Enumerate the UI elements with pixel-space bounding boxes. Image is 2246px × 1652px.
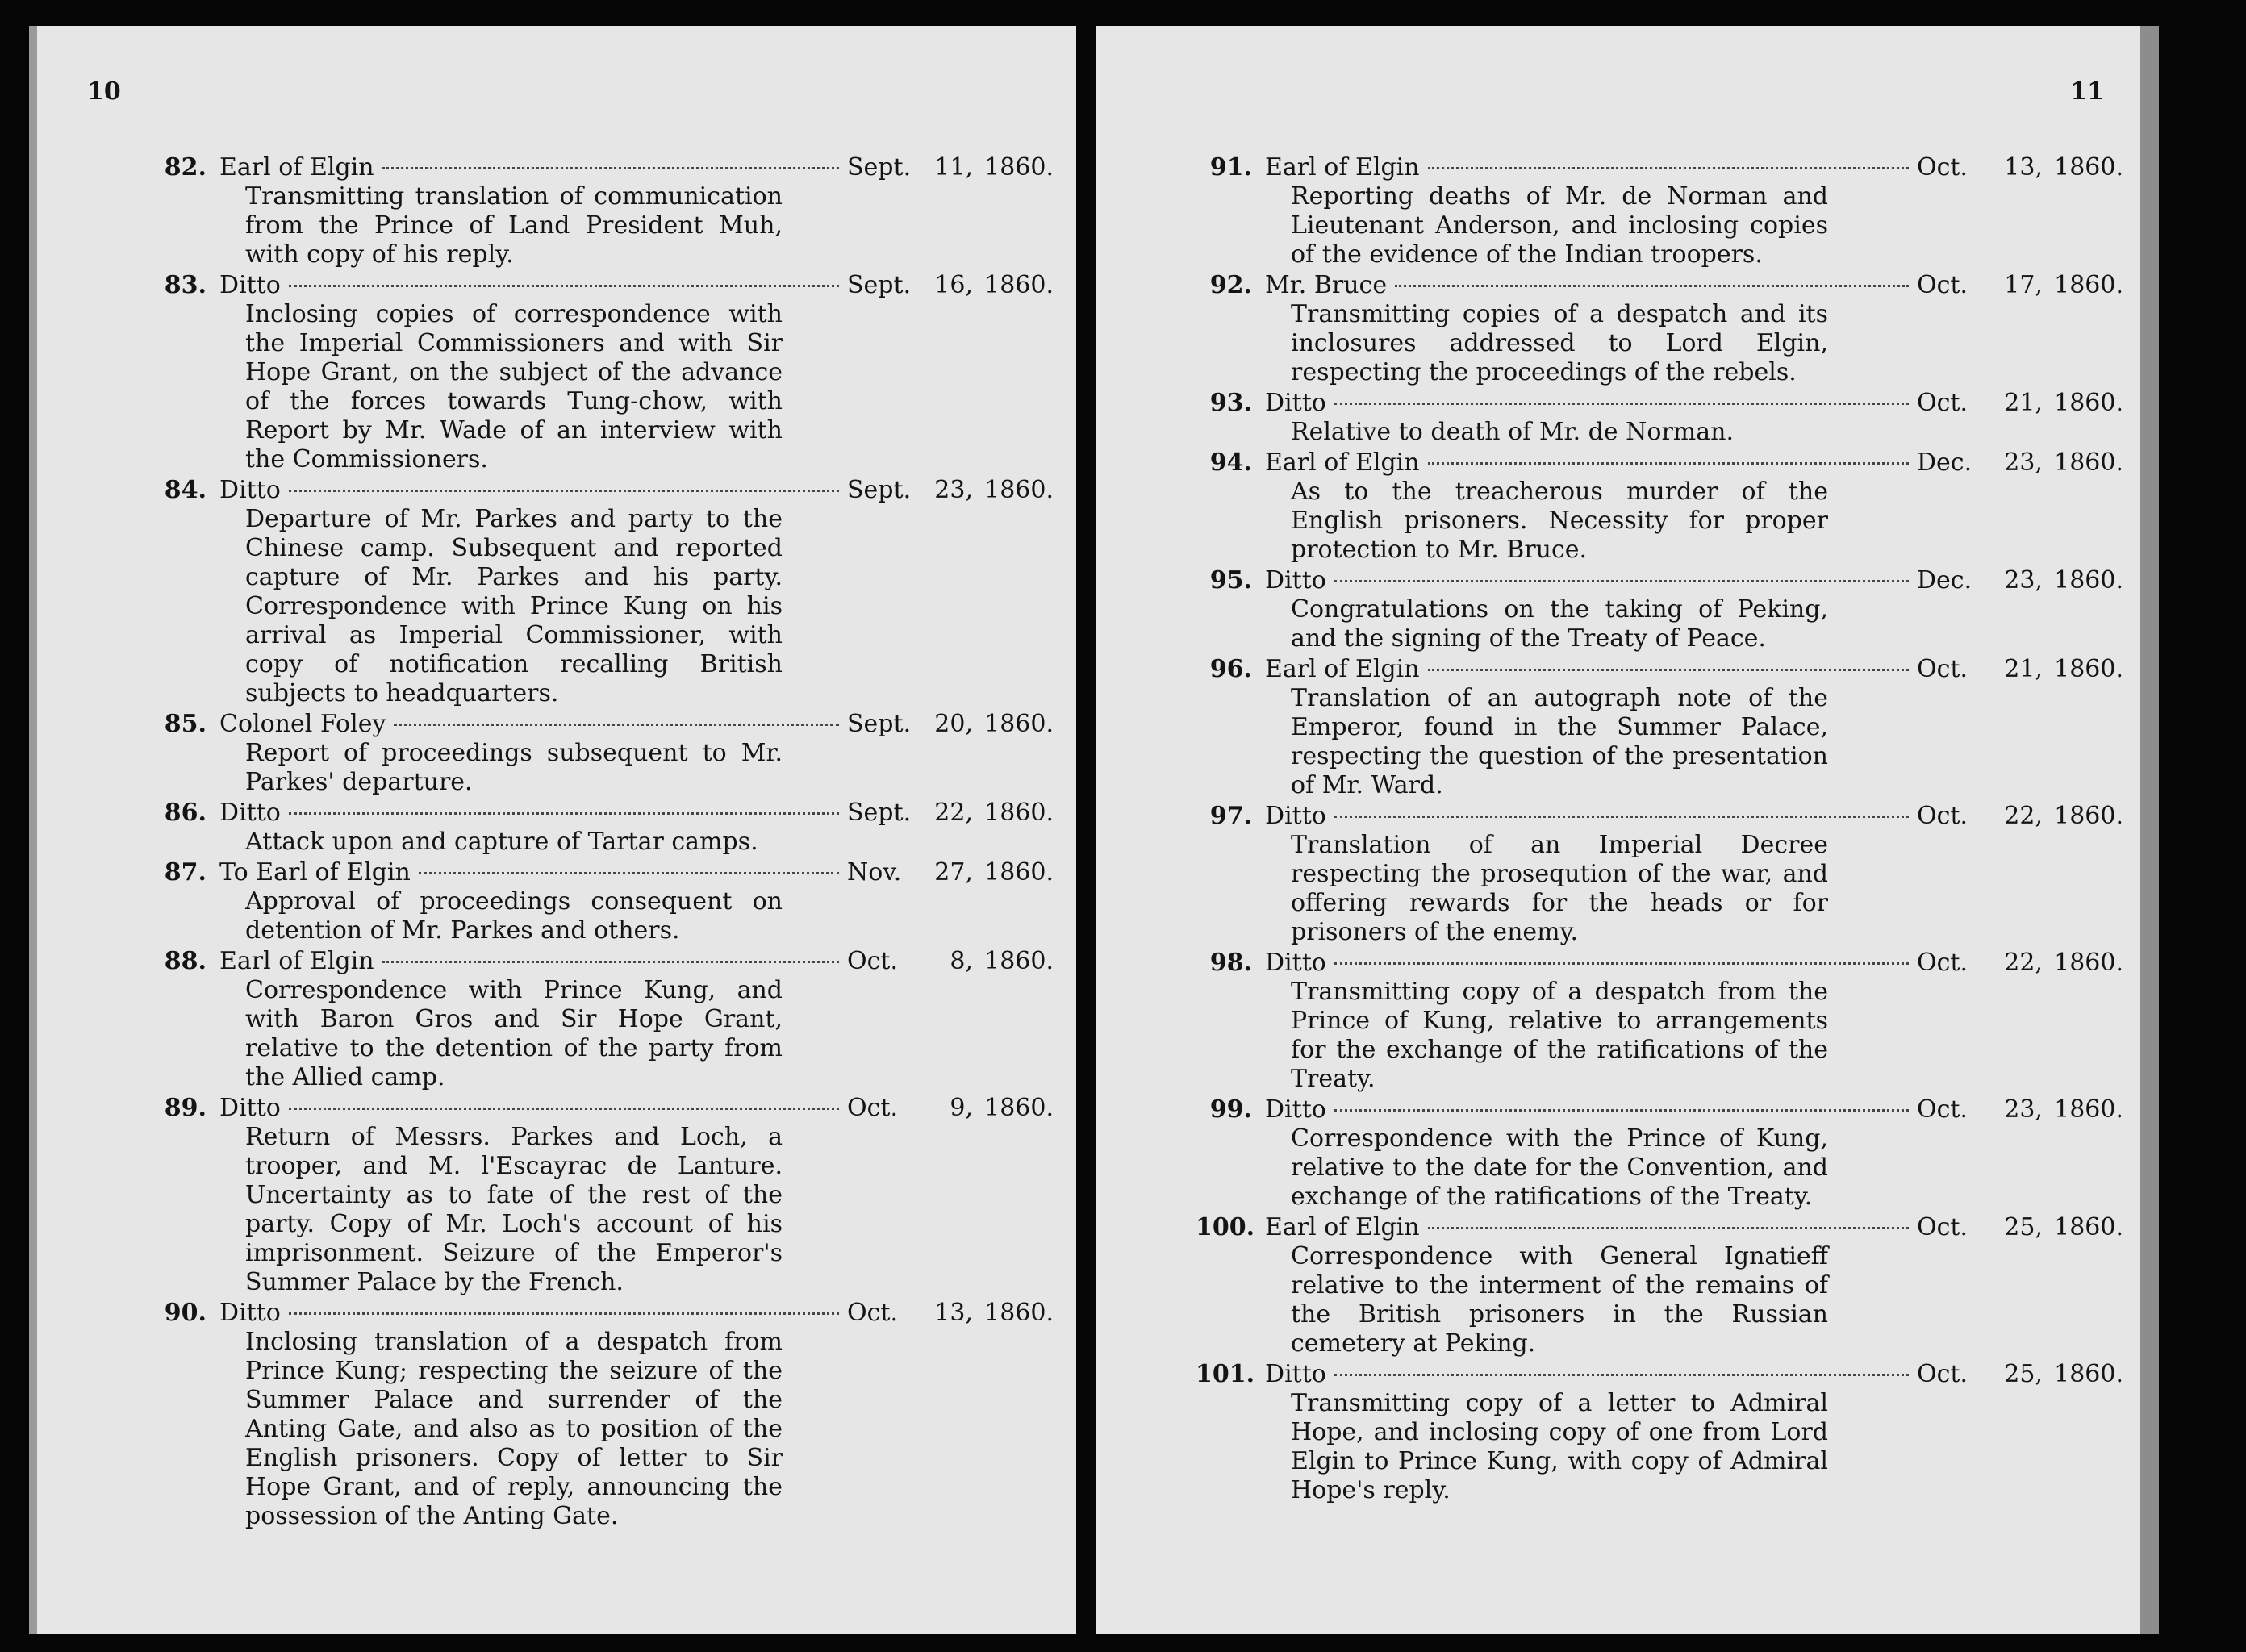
entry-day: 22, — [934, 799, 973, 827]
entry-year: 1860. — [984, 476, 1054, 504]
entry-day: 13, — [934, 1299, 973, 1327]
list-entry — [150, 799, 1054, 857]
entry-description: As to the treacherous murder of the English prisoners. Necessity for proper protection to Mr. Bruce. — [1291, 478, 1828, 564]
entry-month: Sept. — [847, 153, 912, 181]
dot-leader — [1428, 167, 1909, 169]
entry-heading — [1196, 566, 2123, 595]
entry-description: Relative to death of Mr. de Norman. — [1291, 418, 1734, 446]
entry-heading — [150, 1094, 1054, 1123]
entry-list — [1196, 153, 2123, 1507]
entry-heading — [1196, 1095, 2123, 1124]
dot-leader — [1334, 962, 1909, 965]
entry-year: 1860. — [984, 1094, 1054, 1122]
list-entry — [150, 1299, 1054, 1531]
entry-description: Attack upon and capture of Tartar camps. — [245, 828, 758, 856]
left-page — [29, 26, 1076, 1634]
entry-heading — [150, 858, 1054, 887]
entry-month: Dec. — [1917, 448, 1973, 477]
entry-number: 92. — [1209, 271, 1252, 299]
entry-author: Earl of Elgin — [1265, 655, 1420, 683]
entry-day: 21, — [2004, 389, 2043, 417]
entry-heading — [1196, 949, 2123, 978]
entry-heading — [1196, 153, 2123, 182]
entry-author: Ditto — [1265, 389, 1326, 417]
entry-heading — [1196, 1360, 2123, 1389]
list-entry — [1196, 655, 2123, 800]
dot-leader — [289, 1108, 839, 1110]
entry-year: 1860. — [2054, 1095, 2123, 1124]
entry-description: Transmitting copy of a despatch from the Prince of Kung, relative to arrangements for the exchange of the ratifications of the Treaty. — [1291, 978, 1828, 1093]
dot-leader — [1334, 580, 1909, 582]
entry-month: Oct. — [1917, 271, 1968, 299]
dot-leader — [394, 724, 839, 726]
entry-number: 101. — [1196, 1360, 1255, 1388]
list-entry — [1196, 153, 2123, 269]
entry-author: Ditto — [1265, 949, 1326, 977]
entry-description: Transmitting translation of communication from the Prince of Land President Muh, with copy of his reply. — [245, 182, 783, 269]
entry-author: Earl of Elgin — [219, 947, 374, 975]
dot-leader — [382, 961, 839, 963]
page-number: 10 — [87, 77, 121, 106]
entry-number: 86. — [164, 799, 207, 827]
entry-description: Departure of Mr. Parkes and party to the Chinese camp. Subsequent and reported capture of Mr. Parkes and his party. Correspondence with Prince Kung on his arrival as Imperial Commissioner, with copy of notification recalling British subjects to headquarters. — [245, 505, 783, 707]
entry-heading — [1196, 802, 2123, 831]
entry-day: 23, — [2004, 448, 2043, 477]
entry-number: 96. — [1209, 655, 1252, 683]
entry-heading — [150, 271, 1054, 300]
entry-list — [150, 153, 1054, 1533]
entry-year: 1860. — [2054, 153, 2123, 181]
entry-month: Oct. — [1917, 1095, 1968, 1124]
list-entry — [1196, 949, 2123, 1094]
entry-day: 9, — [950, 1094, 973, 1122]
entry-month: Oct. — [1917, 1360, 1968, 1388]
entry-day: 22, — [2004, 802, 2043, 830]
entry-number: 89. — [164, 1094, 207, 1122]
entry-day: 17, — [2004, 271, 2043, 299]
entry-month: Oct. — [1917, 949, 1968, 977]
entry-author: Earl of Elgin — [1265, 1213, 1420, 1241]
book-gutter — [1076, 0, 1096, 1652]
entry-author: Ditto — [1265, 1360, 1326, 1388]
entry-number: 82. — [164, 153, 207, 181]
list-entry — [1196, 448, 2123, 565]
entry-year: 1860. — [984, 153, 1054, 181]
entry-author: Earl of Elgin — [1265, 153, 1420, 181]
entry-day: 16, — [934, 271, 973, 299]
entry-description: Translation of an Imperial Decree respecting the proseqution of the war, and offering rewards for the heads or for prisoners of the enemy. — [1291, 831, 1828, 946]
entry-heading — [1196, 655, 2123, 684]
dot-leader — [1334, 816, 1909, 818]
entry-author: Ditto — [1265, 802, 1326, 830]
entry-day: 23, — [2004, 566, 2043, 594]
entry-number: 90. — [164, 1299, 207, 1327]
entry-day: 25, — [2004, 1213, 2043, 1241]
entry-month: Oct. — [847, 947, 898, 975]
entry-number: 83. — [164, 271, 207, 299]
entry-description: Transmitting copy of a letter to Admiral Hope, and inclosing copy of one from Lord Elgin to Prince Kung, with copy of Admiral Hope's reply. — [1291, 1389, 1828, 1504]
entry-year: 1860. — [2054, 1360, 2123, 1388]
list-entry — [1196, 1360, 2123, 1505]
entry-year: 1860. — [2054, 949, 2123, 977]
entry-month: Oct. — [847, 1299, 898, 1327]
entry-month: Oct. — [1917, 389, 1968, 417]
entry-day: 25, — [2004, 1360, 2043, 1388]
dot-leader — [1334, 1109, 1909, 1112]
entry-heading — [1196, 448, 2123, 478]
entry-day: 27, — [934, 858, 973, 886]
entry-author: Ditto — [219, 1094, 281, 1122]
entry-year: 1860. — [2054, 271, 2123, 299]
entry-author: To Earl of Elgin — [219, 858, 411, 886]
entry-description: Congratulations on the taking of Peking, and the signing of the Treaty of Peace. — [1291, 595, 1828, 653]
entry-month: Oct. — [1917, 1213, 1968, 1241]
entry-author: Ditto — [1265, 1095, 1326, 1124]
entry-heading — [150, 799, 1054, 828]
entry-month: Oct. — [1917, 153, 1968, 181]
entry-year: 1860. — [2054, 389, 2123, 417]
entry-year: 1860. — [2054, 1213, 2123, 1241]
entry-number: 95. — [1209, 566, 1252, 594]
entry-author: Earl of Elgin — [1265, 448, 1420, 477]
entry-description: Report of proceedings subsequent to Mr. Parkes' departure. — [245, 739, 783, 796]
entry-description: Return of Messrs. Parkes and Loch, a trooper, and M. l'Escayrac de Lanture. Uncertainty as to fate of the rest of the party. Copy of Mr. Loch's account of his imprisonment. Seizure of the Emperor's Summer Palace by the French. — [245, 1123, 783, 1296]
entry-month: Oct. — [847, 1094, 898, 1122]
entry-description: Transmitting copies of a despatch and its inclosures addressed to Lord Elgin, respecting the proceedings of the rebels. — [1291, 300, 1828, 386]
entry-day: 11, — [934, 153, 973, 181]
entry-day: 22, — [2004, 949, 2043, 977]
list-entry — [1196, 1095, 2123, 1212]
entry-month: Sept. — [847, 271, 912, 299]
entry-year: 1860. — [984, 271, 1054, 299]
entry-number: 99. — [1209, 1095, 1252, 1124]
entry-month: Dec. — [1917, 566, 1973, 594]
entry-number: 84. — [164, 476, 207, 504]
entry-year: 1860. — [984, 858, 1054, 886]
dot-leader — [289, 490, 839, 492]
entry-number: 87. — [164, 858, 207, 886]
dot-leader — [419, 872, 839, 874]
dot-leader — [1395, 285, 1909, 287]
entry-heading — [1196, 389, 2123, 418]
dot-leader — [289, 1312, 839, 1315]
entry-author: Ditto — [219, 799, 281, 827]
list-entry — [1196, 271, 2123, 387]
entry-number: 85. — [164, 710, 207, 738]
right-page — [1096, 26, 2159, 1634]
entry-description: Translation of an autograph note of the Emperor, found in the Summer Palace, respecting the question of the presentation of Mr. Ward. — [1291, 684, 1828, 799]
entry-month: Sept. — [847, 710, 912, 738]
entry-author: Ditto — [219, 476, 281, 504]
entry-heading — [150, 710, 1054, 739]
entry-number: 91. — [1209, 153, 1252, 181]
entry-number: 100. — [1196, 1213, 1255, 1241]
entry-description: Approval of proceedings consequent on detention of Mr. Parkes and others. — [245, 887, 783, 945]
entry-number: 88. — [164, 947, 207, 975]
entry-author: Ditto — [219, 271, 281, 299]
entry-year: 1860. — [2054, 655, 2123, 683]
list-entry — [150, 153, 1054, 269]
entry-day: 21, — [2004, 655, 2043, 683]
entry-description: Correspondence with Prince Kung, and with Baron Gros and Sir Hope Grant, relative to the detention of the party from the Allied camp. — [245, 976, 783, 1091]
entry-day: 13, — [2004, 153, 2043, 181]
entry-author: Earl of Elgin — [219, 153, 374, 181]
entry-description: Reporting deaths of Mr. de Norman and Lieutenant Anderson, and inclosing copies of the evidence of the Indian troopers. — [1291, 182, 1828, 269]
entry-number: 93. — [1209, 389, 1252, 417]
entry-number: 94. — [1209, 448, 1252, 477]
entry-year: 1860. — [2054, 566, 2123, 594]
list-entry — [150, 710, 1054, 797]
entry-year: 1860. — [2054, 802, 2123, 830]
list-entry — [1196, 1213, 2123, 1358]
entry-description: Correspondence with General Ignatieff relative to the interment of the remains of the British prisoners in the Russian cemetery at Peking. — [1291, 1242, 1828, 1358]
dot-leader — [1334, 1374, 1909, 1376]
entry-month: Oct. — [1917, 655, 1968, 683]
list-entry — [1196, 802, 2123, 947]
page-number: 11 — [2070, 77, 2104, 106]
entry-month: Nov. — [847, 858, 902, 886]
entry-author: Mr. Bruce — [1265, 271, 1388, 299]
entry-heading — [1196, 1213, 2123, 1242]
entry-year: 1860. — [984, 1299, 1054, 1327]
entry-month: Oct. — [1917, 802, 1968, 830]
entry-day: 23, — [934, 476, 973, 504]
entry-heading — [150, 1299, 1054, 1328]
entry-year: 1860. — [984, 710, 1054, 738]
list-entry — [150, 271, 1054, 474]
entry-author: Ditto — [1265, 566, 1326, 594]
entry-day: 20, — [934, 710, 973, 738]
entry-heading — [150, 476, 1054, 505]
entry-heading — [150, 153, 1054, 182]
entry-author: Ditto — [219, 1299, 281, 1327]
entry-day: 8, — [950, 947, 973, 975]
list-entry — [150, 947, 1054, 1092]
entry-description: Correspondence with the Prince of Kung, relative to the date for the Convention, and exchange of the ratifications of the Treaty. — [1291, 1124, 1828, 1211]
dot-leader — [1428, 669, 1909, 671]
entry-author: Colonel Foley — [219, 710, 386, 738]
entry-description: Inclosing translation of a despatch from Prince Kung; respecting the seizure of the Summer Palace and surrender of the Anting Gate, and also as to position of the English prisoners. Copy of letter to Sir Hope Grant, and of reply, announcing the possession of the Anting Gate. — [245, 1328, 783, 1530]
dot-leader — [1428, 1227, 1909, 1229]
list-entry — [1196, 389, 2123, 447]
entry-number: 98. — [1209, 949, 1252, 977]
entry-year: 1860. — [984, 799, 1054, 827]
dot-leader — [1428, 462, 1909, 465]
entry-number: 97. — [1209, 802, 1252, 830]
list-entry — [1196, 566, 2123, 653]
dot-leader — [1334, 403, 1909, 405]
entry-month: Sept. — [847, 799, 912, 827]
entry-year: 1860. — [984, 947, 1054, 975]
dot-leader — [289, 285, 839, 287]
list-entry — [150, 858, 1054, 945]
entry-month: Sept. — [847, 476, 912, 504]
entry-year: 1860. — [2054, 448, 2123, 477]
entry-day: 23, — [2004, 1095, 2043, 1124]
entry-heading — [1196, 271, 2123, 300]
list-entry — [150, 476, 1054, 708]
entry-description: Inclosing copies of correspondence with the Imperial Commissioners and with Sir Hope Grant, on the subject of the advance of the forces towards Tung-chow, with Report by Mr. Wade of an interview with the Commissioners. — [245, 300, 783, 473]
dot-leader — [289, 812, 839, 815]
dot-leader — [382, 167, 839, 169]
list-entry — [150, 1094, 1054, 1297]
entry-heading — [150, 947, 1054, 976]
